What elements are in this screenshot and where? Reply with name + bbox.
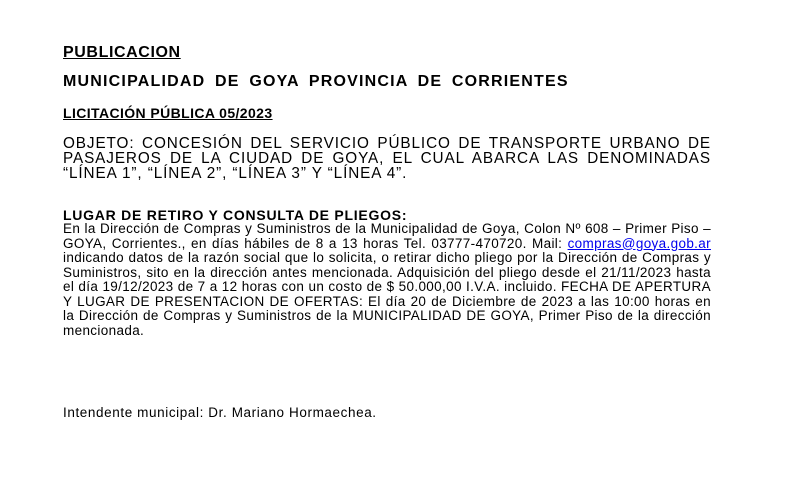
objeto-paragraph: OBJETO: CONCESIÓN DEL SERVICIO PÚBLICO DE TRANSPORTE URBANO DE PASAJEROS DE LA CIUDAD DE GOYA, EL CUAL ABARCA LAS DENOMINADAS “LÍNEA 1”, “LÍNEA 2”, “LÍNEA 3” Y “LÍNEA 4”. bbox=[63, 135, 711, 182]
body-paragraph bbox=[63, 222, 711, 338]
intendente-signature: Intendente municipal: Dr. Mariano Hormaechea. bbox=[63, 405, 377, 420]
publication-title: PUBLICACION bbox=[63, 44, 181, 61]
organization-heading: MUNICIPALIDAD DE GOYA PROVINCIA DE CORRIENTES bbox=[63, 73, 569, 90]
body-text-before-mail: En la Dirección de Compras y Suministros de la Municipalidad de Goya, Colon Nº 608 – Primer Piso – GOYA, Corrientes., en días hábiles de 8 a 13 horas Tel. 03777-470720. Mail: bbox=[63, 221, 711, 251]
body-text-after-mail: indicando datos de la razón social que lo solicita, o retirar dicho pliego por la Dirección de Compras y Suministros, sito en la dirección antes mencionada. Adquisición del pliego desde el 21/11/2023 hasta el día 19/12/2023 de 7 a 12 horas con un costo de $ 50.000,00 I.V.A. incluido. FECHA DE APERTURA Y LUGAR DE PRESENTACION DE OFERTAS: El día 20 de Diciembre de 2023 a las 10:00 horas en la Dirección de Compras y Suministros de la MUNICIPALIDAD DE GOYA, Primer Piso de la dirección mencionada. bbox=[63, 250, 711, 338]
email-link[interactable]: compras@goya.gob.ar bbox=[567, 235, 711, 251]
licitacion-number: LICITACIÓN PÚBLICA 05/2023 bbox=[63, 105, 273, 121]
lugar-retiro-heading: LUGAR DE RETIRO Y CONSULTA DE PLIEGOS: bbox=[63, 207, 408, 223]
